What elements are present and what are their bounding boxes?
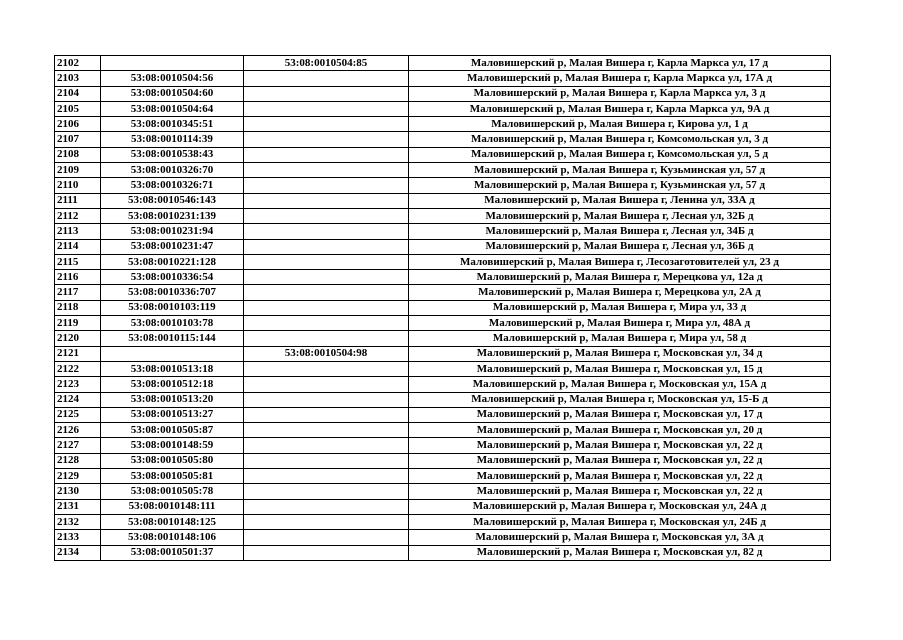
- address-cell: Маловишерский р, Малая Вишера г, Московская ул, 22 д: [409, 438, 831, 453]
- row-number-cell: 2117: [55, 285, 101, 300]
- address-cell: Маловишерский р, Малая Вишера г, Московская ул, 15 д: [409, 361, 831, 376]
- table-row: [55, 453, 831, 468]
- building-cadastral-number-cell: [244, 530, 409, 545]
- table-row: [55, 331, 831, 346]
- building-cadastral-number-cell: [244, 407, 409, 422]
- row-number-cell: 2126: [55, 423, 101, 438]
- building-cadastral-number-cell: [244, 392, 409, 407]
- cadastral-number-cell: 53:08:0010114:39: [101, 132, 244, 147]
- cadastral-number-cell: 53:08:0010231:47: [101, 239, 244, 254]
- cadastral-number-cell: [101, 56, 244, 71]
- address-cell: Маловишерский р, Малая Вишера г, Московская ул, 3А д: [409, 530, 831, 545]
- address-cell: Маловишерский р, Малая Вишера г, Лесозаготовителей ул, 23 д: [409, 254, 831, 269]
- building-cadastral-number-cell: [244, 117, 409, 132]
- cadastral-number-cell: 53:08:0010148:106: [101, 530, 244, 545]
- cadastral-number-cell: 53:08:0010505:87: [101, 423, 244, 438]
- address-cell: Маловишерский р, Малая Вишера г, Московская ул, 24Б д: [409, 514, 831, 529]
- row-number-cell: 2109: [55, 163, 101, 178]
- cadastral-number-cell: 53:08:0010513:20: [101, 392, 244, 407]
- table-row: [55, 530, 831, 545]
- table-row: [55, 178, 831, 193]
- row-number-cell: 2120: [55, 331, 101, 346]
- address-cell: Маловишерский р, Малая Вишера г, Московская ул, 15-Б д: [409, 392, 831, 407]
- row-number-cell: 2105: [55, 101, 101, 116]
- building-cadastral-number-cell: 53:08:0010504:98: [244, 346, 409, 361]
- building-cadastral-number-cell: [244, 469, 409, 484]
- cadastral-number-cell: 53:08:0010504:56: [101, 71, 244, 86]
- table-row: [55, 224, 831, 239]
- building-cadastral-number-cell: [244, 163, 409, 178]
- row-number-cell: 2104: [55, 86, 101, 101]
- building-cadastral-number-cell: [244, 361, 409, 376]
- cadastral-number-cell: 53:08:0010546:143: [101, 193, 244, 208]
- cadastral-number-cell: 53:08:0010103:119: [101, 300, 244, 315]
- address-cell: Маловишерский р, Малая Вишера г, Московская ул, 24А д: [409, 499, 831, 514]
- register-table-body: [55, 56, 831, 561]
- building-cadastral-number-cell: [244, 453, 409, 468]
- row-number-cell: 2103: [55, 71, 101, 86]
- building-cadastral-number-cell: [244, 438, 409, 453]
- table-row: [55, 86, 831, 101]
- row-number-cell: 2124: [55, 392, 101, 407]
- table-row: [55, 407, 831, 422]
- row-number-cell: 2125: [55, 407, 101, 422]
- address-cell: Маловишерский р, Малая Вишера г, Московская ул, 22 д: [409, 469, 831, 484]
- building-cadastral-number-cell: [244, 423, 409, 438]
- row-number-cell: 2115: [55, 254, 101, 269]
- row-number-cell: 2106: [55, 117, 101, 132]
- row-number-cell: 2118: [55, 300, 101, 315]
- building-cadastral-number-cell: [244, 86, 409, 101]
- cadastral-number-cell: 53:08:0010148:111: [101, 499, 244, 514]
- table-row: [55, 239, 831, 254]
- cadastral-number-cell: 53:08:0010326:71: [101, 178, 244, 193]
- cadastral-number-cell: 53:08:0010501:37: [101, 545, 244, 560]
- building-cadastral-number-cell: [244, 224, 409, 239]
- cadastral-number-cell: 53:08:0010538:43: [101, 147, 244, 162]
- building-cadastral-number-cell: [244, 254, 409, 269]
- table-row: [55, 438, 831, 453]
- cadastral-number-cell: 53:08:0010505:80: [101, 453, 244, 468]
- building-cadastral-number-cell: [244, 71, 409, 86]
- row-number-cell: 2130: [55, 484, 101, 499]
- address-cell: Маловишерский р, Малая Вишера г, Московская ул, 17 д: [409, 407, 831, 422]
- table-row: [55, 117, 831, 132]
- cadastral-number-cell: 53:08:0010504:64: [101, 101, 244, 116]
- row-number-cell: 2128: [55, 453, 101, 468]
- table-row: [55, 270, 831, 285]
- cadastral-number-cell: [101, 346, 244, 361]
- building-cadastral-number-cell: 53:08:0010504:85: [244, 56, 409, 71]
- address-cell: Маловишерский р, Малая Вишера г, Мира ул, 33 д: [409, 300, 831, 315]
- table-row: [55, 285, 831, 300]
- table-row: [55, 147, 831, 162]
- cadastral-number-cell: 53:08:0010513:27: [101, 407, 244, 422]
- row-number-cell: 2111: [55, 193, 101, 208]
- cadastral-number-cell: 53:08:0010504:60: [101, 86, 244, 101]
- row-number-cell: 2114: [55, 239, 101, 254]
- row-number-cell: 2129: [55, 469, 101, 484]
- cadastral-number-cell: 53:08:0010148:125: [101, 514, 244, 529]
- table-row: [55, 193, 831, 208]
- building-cadastral-number-cell: [244, 285, 409, 300]
- address-cell: Маловишерский р, Малая Вишера г, Московская ул, 15А д: [409, 377, 831, 392]
- building-cadastral-number-cell: [244, 377, 409, 392]
- building-cadastral-number-cell: [244, 101, 409, 116]
- cadastral-number-cell: 53:08:0010231:94: [101, 224, 244, 239]
- table-row: [55, 469, 831, 484]
- table-row: [55, 377, 831, 392]
- cadastral-number-cell: 53:08:0010115:144: [101, 331, 244, 346]
- address-cell: Маловишерский р, Малая Вишера г, Мерецкова ул, 2А д: [409, 285, 831, 300]
- building-cadastral-number-cell: [244, 270, 409, 285]
- address-cell: Маловишерский р, Малая Вишера г, Московская ул, 22 д: [409, 484, 831, 499]
- property-register-table: [54, 55, 831, 561]
- address-cell: Маловишерский р, Малая Вишера г, Кузьминская ул, 57 д: [409, 178, 831, 193]
- building-cadastral-number-cell: [244, 514, 409, 529]
- address-cell: Маловишерский р, Малая Вишера г, Московская ул, 22 д: [409, 453, 831, 468]
- address-cell: Маловишерский р, Малая Вишера г, Мерецкова ул, 12а д: [409, 270, 831, 285]
- address-cell: Маловишерский р, Малая Вишера г, Комсомольская ул, 3 д: [409, 132, 831, 147]
- row-number-cell: 2112: [55, 208, 101, 223]
- row-number-cell: 2110: [55, 178, 101, 193]
- building-cadastral-number-cell: [244, 316, 409, 331]
- table-row: [55, 484, 831, 499]
- building-cadastral-number-cell: [244, 147, 409, 162]
- address-cell: Маловишерский р, Малая Вишера г, Комсомольская ул, 5 д: [409, 147, 831, 162]
- table-row: [55, 545, 831, 560]
- row-number-cell: 2113: [55, 224, 101, 239]
- building-cadastral-number-cell: [244, 545, 409, 560]
- table-row: [55, 361, 831, 376]
- row-number-cell: 2102: [55, 56, 101, 71]
- address-cell: Маловишерский р, Малая Вишера г, Карла Маркса ул, 17 д: [409, 56, 831, 71]
- address-cell: Маловишерский р, Малая Вишера г, Лесная ул, 34Б д: [409, 224, 831, 239]
- address-cell: Маловишерский р, Малая Вишера г, Кирова ул, 1 д: [409, 117, 831, 132]
- row-number-cell: 2122: [55, 361, 101, 376]
- row-number-cell: 2107: [55, 132, 101, 147]
- table-row: [55, 163, 831, 178]
- building-cadastral-number-cell: [244, 193, 409, 208]
- table-row: [55, 101, 831, 116]
- building-cadastral-number-cell: [244, 499, 409, 514]
- cadastral-number-cell: 53:08:0010103:78: [101, 316, 244, 331]
- row-number-cell: 2132: [55, 514, 101, 529]
- table-row: [55, 300, 831, 315]
- address-cell: Маловишерский р, Малая Вишера г, Московская ул, 20 д: [409, 423, 831, 438]
- table-row: [55, 254, 831, 269]
- building-cadastral-number-cell: [244, 484, 409, 499]
- cadastral-number-cell: 53:08:0010336:54: [101, 270, 244, 285]
- building-cadastral-number-cell: [244, 239, 409, 254]
- table-row: [55, 132, 831, 147]
- table-row: [55, 392, 831, 407]
- address-cell: Маловишерский р, Малая Вишера г, Московская ул, 82 д: [409, 545, 831, 560]
- cadastral-number-cell: 53:08:0010336:707: [101, 285, 244, 300]
- row-number-cell: 2121: [55, 346, 101, 361]
- building-cadastral-number-cell: [244, 178, 409, 193]
- table-row: [55, 499, 831, 514]
- building-cadastral-number-cell: [244, 300, 409, 315]
- row-number-cell: 2123: [55, 377, 101, 392]
- address-cell: Маловишерский р, Малая Вишера г, Мира ул, 58 д: [409, 331, 831, 346]
- address-cell: Маловишерский р, Малая Вишера г, Карла Маркса ул, 17А д: [409, 71, 831, 86]
- table-row: [55, 208, 831, 223]
- row-number-cell: 2134: [55, 545, 101, 560]
- table-row: [55, 514, 831, 529]
- address-cell: Маловишерский р, Малая Вишера г, Ленина ул, 33А д: [409, 193, 831, 208]
- address-cell: Маловишерский р, Малая Вишера г, Московская ул, 34 д: [409, 346, 831, 361]
- building-cadastral-number-cell: [244, 331, 409, 346]
- cadastral-number-cell: 53:08:0010231:139: [101, 208, 244, 223]
- row-number-cell: 2127: [55, 438, 101, 453]
- cadastral-number-cell: 53:08:0010512:18: [101, 377, 244, 392]
- cadastral-number-cell: 53:08:0010345:51: [101, 117, 244, 132]
- address-cell: Маловишерский р, Малая Вишера г, Лесная ул, 36Б д: [409, 239, 831, 254]
- address-cell: Маловишерский р, Малая Вишера г, Лесная ул, 32Б д: [409, 208, 831, 223]
- row-number-cell: 2133: [55, 530, 101, 545]
- cadastral-number-cell: 53:08:0010513:18: [101, 361, 244, 376]
- cadastral-number-cell: 53:08:0010505:81: [101, 469, 244, 484]
- row-number-cell: 2116: [55, 270, 101, 285]
- table-row: [55, 56, 831, 71]
- row-number-cell: 2131: [55, 499, 101, 514]
- row-number-cell: 2119: [55, 316, 101, 331]
- table-row: [55, 346, 831, 361]
- cadastral-number-cell: 53:08:0010221:128: [101, 254, 244, 269]
- row-number-cell: 2108: [55, 147, 101, 162]
- address-cell: Маловишерский р, Малая Вишера г, Кузьминская ул, 57 д: [409, 163, 831, 178]
- building-cadastral-number-cell: [244, 132, 409, 147]
- address-cell: Маловишерский р, Малая Вишера г, Мира ул, 48А д: [409, 316, 831, 331]
- table-row: [55, 423, 831, 438]
- table-row: [55, 71, 831, 86]
- cadastral-number-cell: 53:08:0010148:59: [101, 438, 244, 453]
- cadastral-number-cell: 53:08:0010326:70: [101, 163, 244, 178]
- table-row: [55, 316, 831, 331]
- building-cadastral-number-cell: [244, 208, 409, 223]
- cadastral-number-cell: 53:08:0010505:78: [101, 484, 244, 499]
- address-cell: Маловишерский р, Малая Вишера г, Карла Маркса ул, 9А д: [409, 101, 831, 116]
- address-cell: Маловишерский р, Малая Вишера г, Карла Маркса ул, 3 д: [409, 86, 831, 101]
